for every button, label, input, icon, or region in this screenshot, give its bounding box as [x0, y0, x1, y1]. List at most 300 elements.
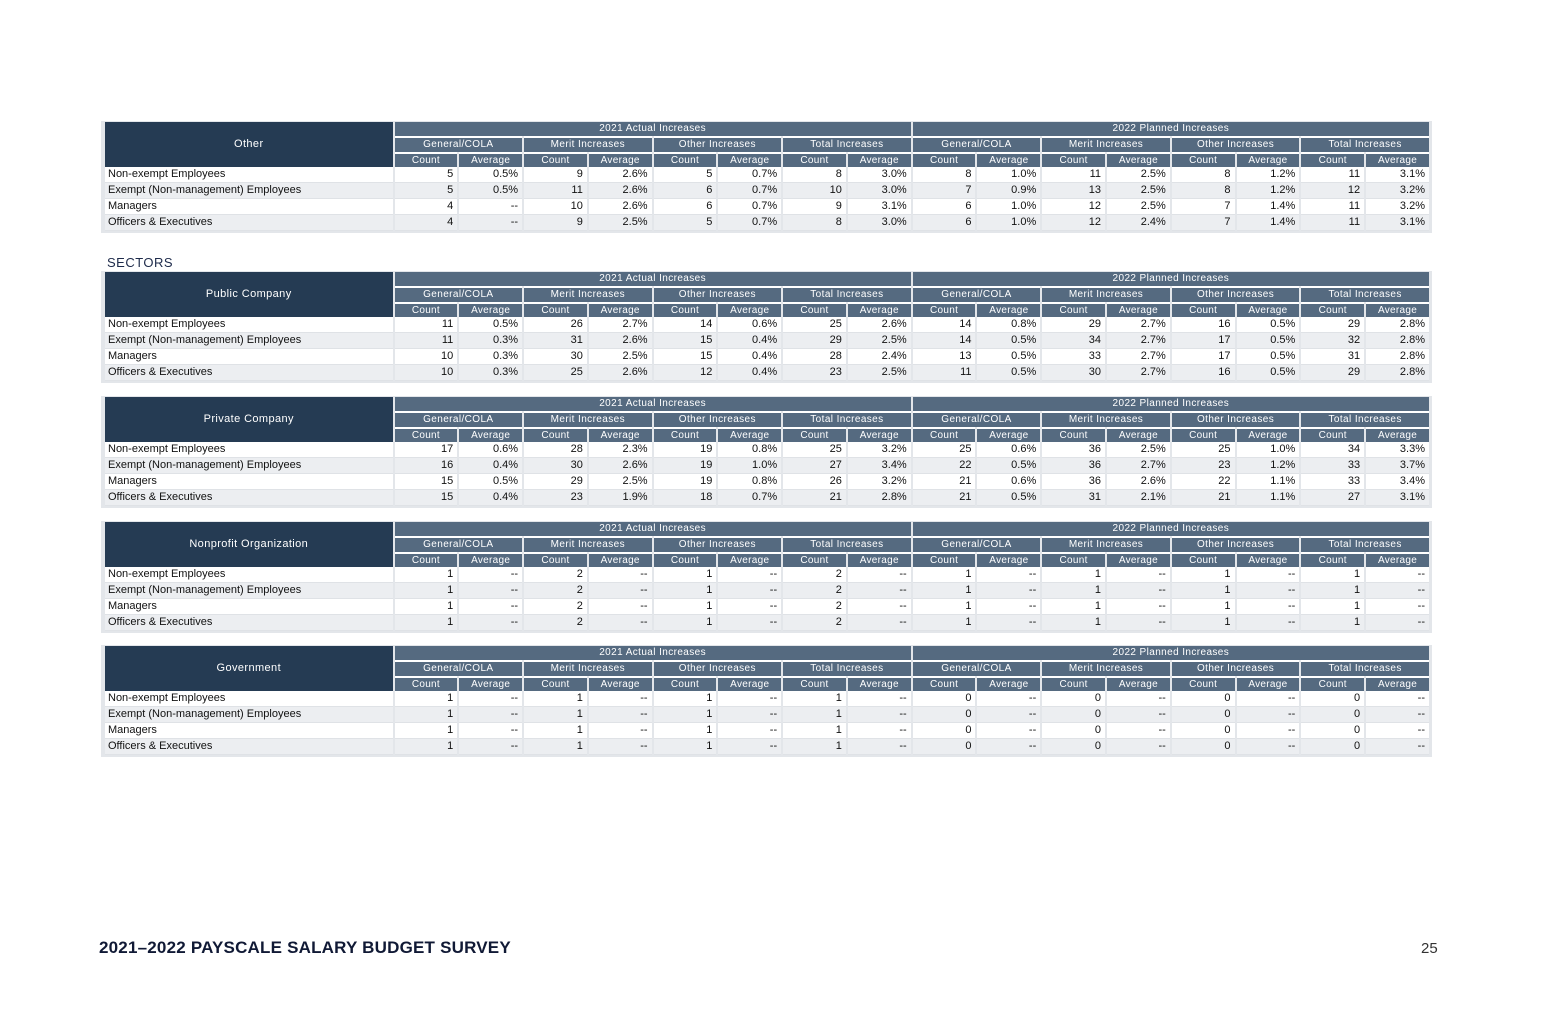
table-row — [105, 349, 1429, 365]
average-cell: 3.2% — [848, 442, 911, 458]
group-header: Other Increases — [654, 536, 782, 552]
average-cell: 2.5% — [589, 349, 652, 365]
group-header: Other Increases — [1172, 660, 1300, 676]
count-cell: 27 — [783, 458, 846, 474]
count-cell: 27 — [1301, 490, 1364, 506]
average-cell: 1.0% — [977, 167, 1040, 183]
row-label: Officers & Executives — [105, 490, 393, 506]
count-column-header: Count — [1042, 676, 1105, 691]
count-cell: 12 — [654, 365, 717, 381]
row-label: Managers — [105, 349, 393, 365]
average-cell: 2.6% — [848, 317, 911, 333]
average-cell: -- — [977, 739, 1040, 755]
average-cell: -- — [1237, 567, 1300, 583]
average-cell: -- — [977, 599, 1040, 615]
count-cell: 1 — [1042, 567, 1105, 583]
average-cell: 0.5% — [977, 333, 1040, 349]
count-cell: 30 — [524, 458, 587, 474]
average-column-header: Average — [459, 676, 522, 691]
average-cell: 0.5% — [459, 183, 522, 199]
count-cell: 23 — [1172, 458, 1235, 474]
count-cell: 18 — [654, 490, 717, 506]
count-cell: 36 — [1042, 442, 1105, 458]
count-cell: 23 — [524, 490, 587, 506]
count-cell: 1 — [524, 723, 587, 739]
table-row — [105, 599, 1429, 615]
row-label: Managers — [105, 723, 393, 739]
count-cell: 0 — [1301, 707, 1364, 723]
count-column-header: Count — [524, 302, 587, 317]
average-column-header: Average — [459, 152, 522, 167]
average-cell: 2.6% — [589, 458, 652, 474]
average-cell: -- — [1237, 615, 1300, 631]
count-cell: 1 — [524, 739, 587, 755]
count-cell: 0 — [913, 707, 976, 723]
count-cell: 1 — [1172, 599, 1235, 615]
year-header: 2022 Planned Increases — [913, 122, 1429, 136]
average-cell: 2.5% — [589, 474, 652, 490]
average-cell: -- — [977, 583, 1040, 599]
average-cell: -- — [718, 583, 781, 599]
table-row — [105, 490, 1429, 506]
average-cell: 2.6% — [589, 333, 652, 349]
average-cell: 2.7% — [1107, 317, 1170, 333]
average-column-header: Average — [848, 302, 911, 317]
salary-increase-table — [103, 397, 1431, 506]
average-column-header: Average — [977, 302, 1040, 317]
average-cell: 0.6% — [718, 317, 781, 333]
average-cell: 1.0% — [977, 199, 1040, 215]
count-cell: 1 — [783, 723, 846, 739]
average-cell: -- — [1237, 583, 1300, 599]
group-header: Total Increases — [1301, 411, 1429, 427]
count-column-header: Count — [783, 676, 846, 691]
count-column-header: Count — [913, 302, 976, 317]
average-cell: 3.1% — [1366, 167, 1429, 183]
average-cell: -- — [1366, 707, 1429, 723]
count-cell: 25 — [783, 317, 846, 333]
average-cell: 0.4% — [718, 349, 781, 365]
average-cell: -- — [1366, 583, 1429, 599]
count-cell: 11 — [1301, 215, 1364, 231]
average-cell: -- — [848, 567, 911, 583]
count-cell: 1 — [1301, 583, 1364, 599]
count-column-header: Count — [395, 427, 458, 442]
count-cell: 33 — [1301, 474, 1364, 490]
average-column-header: Average — [1366, 552, 1429, 567]
table-row — [105, 723, 1429, 739]
group-header: General/COLA — [395, 286, 523, 302]
count-cell: 1 — [1301, 599, 1364, 615]
average-column-header: Average — [589, 552, 652, 567]
average-cell: 2.6% — [589, 167, 652, 183]
average-column-header: Average — [977, 427, 1040, 442]
count-cell: 6 — [913, 215, 976, 231]
average-cell: 2.1% — [1107, 490, 1170, 506]
average-cell: -- — [1366, 723, 1429, 739]
average-cell: -- — [459, 691, 522, 707]
average-cell: -- — [459, 723, 522, 739]
table-row — [105, 691, 1429, 707]
count-cell: 6 — [654, 199, 717, 215]
count-cell: 0 — [1301, 691, 1364, 707]
count-cell: 17 — [395, 442, 458, 458]
row-label: Non-exempt Employees — [105, 317, 393, 333]
group-header: General/COLA — [395, 660, 523, 676]
count-cell: 16 — [395, 458, 458, 474]
count-cell: 2 — [783, 599, 846, 615]
count-cell: 1 — [395, 723, 458, 739]
count-column-header: Count — [654, 552, 717, 567]
average-cell: -- — [848, 599, 911, 615]
count-column-header: Count — [913, 676, 976, 691]
group-header: General/COLA — [395, 536, 523, 552]
table-row — [105, 707, 1429, 723]
count-cell: 21 — [913, 474, 976, 490]
count-cell: 28 — [524, 442, 587, 458]
count-cell: 1 — [1172, 615, 1235, 631]
count-cell: 1 — [783, 739, 846, 755]
count-cell: 29 — [524, 474, 587, 490]
average-cell: -- — [718, 707, 781, 723]
table-row — [105, 458, 1429, 474]
count-cell: 31 — [1301, 349, 1364, 365]
average-cell: -- — [977, 567, 1040, 583]
average-cell: 0.4% — [718, 365, 781, 381]
count-cell: 8 — [913, 167, 976, 183]
average-column-header: Average — [718, 676, 781, 691]
average-cell: 3.1% — [1366, 215, 1429, 231]
count-column-header: Count — [1301, 676, 1364, 691]
table-title: Other — [105, 122, 393, 167]
average-cell: -- — [1107, 691, 1170, 707]
count-cell: 1 — [913, 615, 976, 631]
group-header: General/COLA — [913, 660, 1041, 676]
group-header: Total Increases — [783, 136, 911, 152]
row-label: Officers & Executives — [105, 365, 393, 381]
count-cell: 0 — [1042, 723, 1105, 739]
average-cell: 2.8% — [848, 490, 911, 506]
count-cell: 17 — [1172, 349, 1235, 365]
count-cell: 2 — [524, 599, 587, 615]
average-cell: 2.8% — [1366, 365, 1429, 381]
table-row — [105, 183, 1429, 199]
count-column-header: Count — [783, 152, 846, 167]
count-cell: 21 — [913, 490, 976, 506]
table-row — [105, 739, 1429, 755]
count-column-header: Count — [1042, 152, 1105, 167]
count-cell: 1 — [654, 599, 717, 615]
average-cell: 0.5% — [1237, 317, 1300, 333]
count-column-header: Count — [395, 302, 458, 317]
count-cell: 14 — [654, 317, 717, 333]
count-cell: 0 — [913, 691, 976, 707]
average-cell: 2.5% — [848, 333, 911, 349]
count-cell: 11 — [1301, 199, 1364, 215]
average-cell: 3.0% — [848, 215, 911, 231]
table-row — [105, 317, 1429, 333]
count-column-header: Count — [913, 552, 976, 567]
group-header: Merit Increases — [524, 286, 652, 302]
count-cell: 15 — [395, 490, 458, 506]
average-cell: -- — [1107, 723, 1170, 739]
table-title: Government — [105, 646, 393, 691]
average-cell: 0.8% — [718, 442, 781, 458]
group-header: Other Increases — [1172, 136, 1300, 152]
count-cell: 7 — [1172, 199, 1235, 215]
group-header: General/COLA — [913, 411, 1041, 427]
count-cell: 29 — [1301, 365, 1364, 381]
count-cell: 2 — [783, 567, 846, 583]
count-cell: 5 — [395, 183, 458, 199]
average-cell: 0.5% — [1237, 333, 1300, 349]
average-cell: -- — [1237, 723, 1300, 739]
average-column-header: Average — [718, 302, 781, 317]
average-column-header: Average — [718, 427, 781, 442]
average-cell: -- — [848, 583, 911, 599]
average-cell: 0.5% — [977, 490, 1040, 506]
count-cell: 4 — [395, 215, 458, 231]
group-header: General/COLA — [395, 136, 523, 152]
average-cell: 0.3% — [459, 349, 522, 365]
year-header: 2022 Planned Increases — [913, 522, 1429, 536]
count-cell: 28 — [783, 349, 846, 365]
count-cell: 10 — [395, 365, 458, 381]
count-cell: 14 — [913, 317, 976, 333]
average-cell: -- — [1107, 707, 1170, 723]
average-cell: 1.0% — [718, 458, 781, 474]
average-cell: -- — [718, 739, 781, 755]
row-label: Non-exempt Employees — [105, 567, 393, 583]
average-cell: 2.6% — [1107, 474, 1170, 490]
average-column-header: Average — [1107, 676, 1170, 691]
count-cell: 17 — [1172, 333, 1235, 349]
count-cell: 0 — [913, 723, 976, 739]
count-column-header: Count — [654, 152, 717, 167]
average-cell: 3.4% — [1366, 474, 1429, 490]
salary-increase-table — [103, 272, 1431, 381]
average-cell: -- — [1107, 599, 1170, 615]
count-cell: 1 — [913, 599, 976, 615]
table-row — [105, 583, 1429, 599]
average-cell: 1.9% — [589, 490, 652, 506]
average-cell: 3.2% — [1366, 199, 1429, 215]
count-cell: 10 — [395, 349, 458, 365]
year-header: 2022 Planned Increases — [913, 272, 1429, 286]
count-cell: 1 — [654, 583, 717, 599]
average-cell: -- — [848, 707, 911, 723]
year-header: 2021 Actual Increases — [395, 397, 911, 411]
row-label: Exempt (Non-management) Employees — [105, 707, 393, 723]
average-cell: 0.5% — [977, 365, 1040, 381]
count-cell: 1 — [395, 615, 458, 631]
count-column-header: Count — [1042, 302, 1105, 317]
average-column-header: Average — [1366, 302, 1429, 317]
average-cell: 0.7% — [718, 167, 781, 183]
average-cell: 0.6% — [977, 474, 1040, 490]
count-column-header: Count — [395, 152, 458, 167]
average-column-header: Average — [1366, 427, 1429, 442]
count-column-header: Count — [524, 552, 587, 567]
average-column-header: Average — [977, 676, 1040, 691]
average-cell: 0.4% — [459, 458, 522, 474]
table-row — [105, 474, 1429, 490]
average-cell: 2.7% — [1107, 458, 1170, 474]
count-cell: 2 — [783, 583, 846, 599]
count-column-header: Count — [1172, 427, 1235, 442]
average-cell: 2.8% — [1366, 349, 1429, 365]
count-cell: 0 — [1042, 707, 1105, 723]
average-cell: 2.3% — [589, 442, 652, 458]
average-cell: -- — [459, 599, 522, 615]
average-column-header: Average — [1237, 427, 1300, 442]
count-cell: 11 — [913, 365, 976, 381]
count-cell: 0 — [1301, 739, 1364, 755]
count-cell: 0 — [1042, 739, 1105, 755]
average-cell: 2.5% — [1107, 167, 1170, 183]
table-row — [105, 333, 1429, 349]
group-header: Merit Increases — [524, 411, 652, 427]
count-cell: 7 — [913, 183, 976, 199]
table-row — [105, 215, 1429, 231]
count-cell: 25 — [783, 442, 846, 458]
average-cell: 0.7% — [718, 199, 781, 215]
average-cell: 1.0% — [977, 215, 1040, 231]
average-column-header: Average — [459, 427, 522, 442]
count-cell: 1 — [1301, 567, 1364, 583]
average-cell: 0.5% — [977, 349, 1040, 365]
row-label: Non-exempt Employees — [105, 167, 393, 183]
count-cell: 1 — [1172, 567, 1235, 583]
average-column-header: Average — [589, 302, 652, 317]
count-cell: 22 — [1172, 474, 1235, 490]
count-cell: 0 — [913, 739, 976, 755]
average-cell: 0.7% — [718, 215, 781, 231]
count-cell: 9 — [524, 215, 587, 231]
count-cell: 1 — [1301, 615, 1364, 631]
average-cell: -- — [589, 707, 652, 723]
count-cell: 19 — [654, 474, 717, 490]
count-cell: 0 — [1172, 691, 1235, 707]
count-cell: 1 — [395, 739, 458, 755]
group-header: Total Increases — [783, 411, 911, 427]
count-column-header: Count — [783, 302, 846, 317]
average-cell: 0.5% — [977, 458, 1040, 474]
count-cell: 19 — [654, 458, 717, 474]
salary-increase-table — [103, 646, 1431, 755]
average-column-header: Average — [848, 552, 911, 567]
average-cell: 2.7% — [589, 317, 652, 333]
average-column-header: Average — [1366, 676, 1429, 691]
average-cell: -- — [459, 199, 522, 215]
average-cell: -- — [1107, 583, 1170, 599]
average-cell: -- — [848, 739, 911, 755]
average-cell: -- — [1237, 691, 1300, 707]
average-cell: 2.5% — [1107, 183, 1170, 199]
row-label: Officers & Executives — [105, 739, 393, 755]
average-cell: 3.2% — [848, 474, 911, 490]
count-cell: 13 — [1042, 183, 1105, 199]
count-column-header: Count — [913, 152, 976, 167]
count-cell: 11 — [395, 333, 458, 349]
count-cell: 0 — [1172, 739, 1235, 755]
average-cell: -- — [459, 215, 522, 231]
count-cell: 33 — [1301, 458, 1364, 474]
average-cell: 2.4% — [1107, 215, 1170, 231]
group-header: Total Increases — [783, 660, 911, 676]
average-cell: -- — [1366, 599, 1429, 615]
average-cell: 0.5% — [1237, 365, 1300, 381]
average-cell: 0.9% — [977, 183, 1040, 199]
table-row — [105, 615, 1429, 631]
count-cell: 4 — [395, 199, 458, 215]
count-cell: 30 — [1042, 365, 1105, 381]
count-cell: 15 — [654, 333, 717, 349]
average-column-header: Average — [1237, 152, 1300, 167]
average-cell: 3.0% — [848, 183, 911, 199]
count-cell: 2 — [524, 583, 587, 599]
average-column-header: Average — [718, 552, 781, 567]
count-cell: 1 — [913, 583, 976, 599]
count-column-header: Count — [1042, 427, 1105, 442]
count-column-header: Count — [913, 427, 976, 442]
average-column-header: Average — [589, 427, 652, 442]
row-label: Officers & Executives — [105, 215, 393, 231]
group-header: Total Increases — [1301, 136, 1429, 152]
count-cell: 1 — [395, 567, 458, 583]
group-header: General/COLA — [913, 286, 1041, 302]
row-label: Officers & Executives — [105, 615, 393, 631]
average-column-header: Average — [848, 427, 911, 442]
count-cell: 7 — [1172, 215, 1235, 231]
row-label: Exempt (Non-management) Employees — [105, 458, 393, 474]
average-column-header: Average — [848, 676, 911, 691]
count-cell: 36 — [1042, 458, 1105, 474]
count-cell: 8 — [1172, 183, 1235, 199]
count-column-header: Count — [524, 676, 587, 691]
average-column-header: Average — [1237, 302, 1300, 317]
table-row — [105, 567, 1429, 583]
average-cell: -- — [718, 615, 781, 631]
count-cell: 2 — [783, 615, 846, 631]
average-cell: 1.4% — [1237, 215, 1300, 231]
average-cell: -- — [848, 615, 911, 631]
count-column-header: Count — [654, 676, 717, 691]
count-cell: 1 — [395, 599, 458, 615]
count-cell: 29 — [1042, 317, 1105, 333]
average-cell: 2.5% — [848, 365, 911, 381]
salary-increase-table — [103, 122, 1431, 231]
count-cell: 0 — [1172, 707, 1235, 723]
count-cell: 12 — [1042, 199, 1105, 215]
average-column-header: Average — [1237, 552, 1300, 567]
count-cell: 1 — [783, 707, 846, 723]
count-cell: 11 — [395, 317, 458, 333]
average-cell: -- — [718, 723, 781, 739]
table-title: Public Company — [105, 272, 393, 317]
average-cell: 3.7% — [1366, 458, 1429, 474]
average-column-header: Average — [459, 302, 522, 317]
row-label: Exempt (Non-management) Employees — [105, 333, 393, 349]
table-row — [105, 365, 1429, 381]
average-cell: 0.5% — [459, 474, 522, 490]
count-cell: 1 — [395, 707, 458, 723]
average-cell: 2.5% — [1107, 442, 1170, 458]
count-cell: 25 — [524, 365, 587, 381]
average-cell: -- — [718, 599, 781, 615]
salary-increase-table — [103, 522, 1431, 631]
count-cell: 10 — [524, 199, 587, 215]
